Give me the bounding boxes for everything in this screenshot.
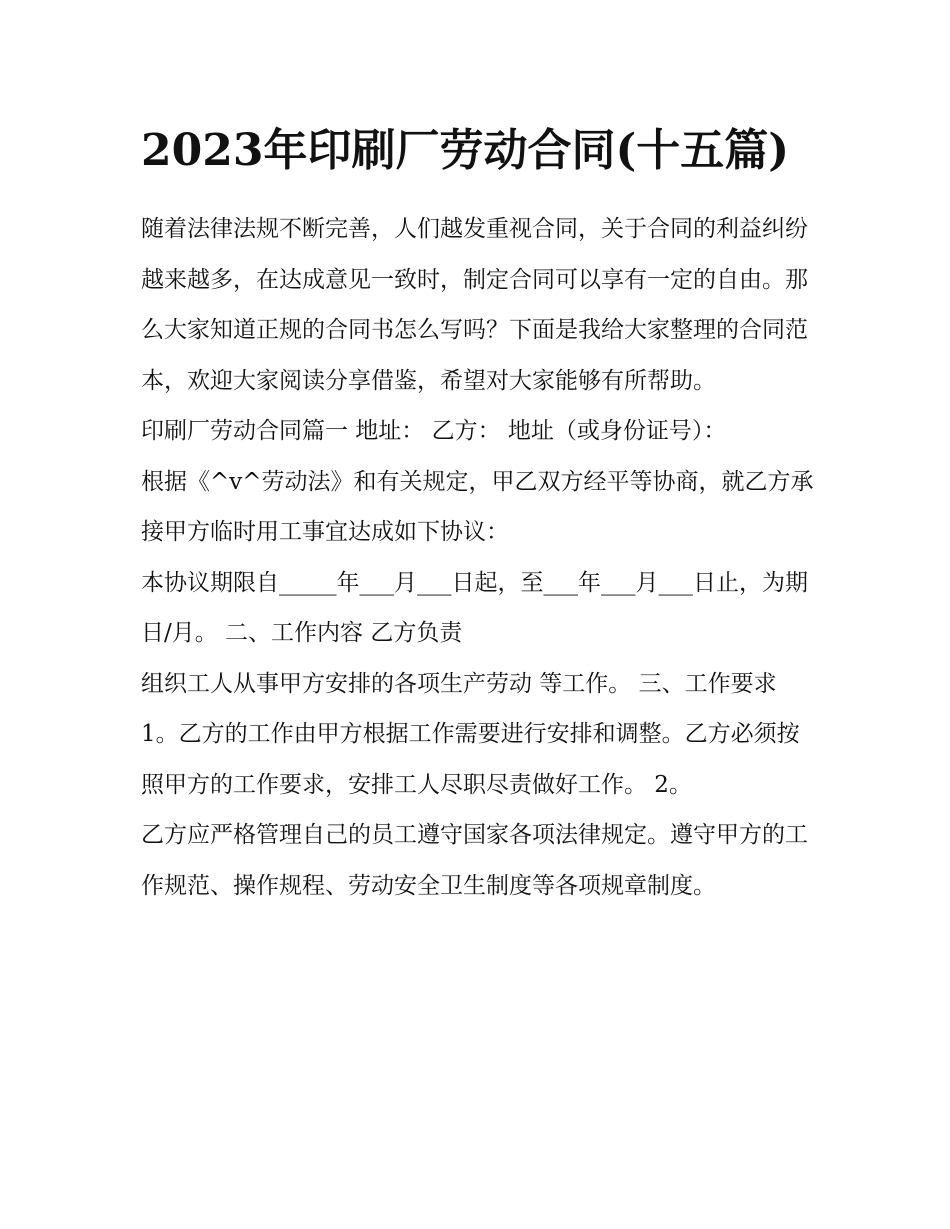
contract-header-line: 印刷厂劳动合同篇一 地址： 乙方： 地址（或身份证号）： xyxy=(141,418,727,444)
term-paragraph: 本协议期限自_____年___月___日起，至___年___月___日止，为期 日/月。 二、工作内容 乙方负责 xyxy=(141,569,816,646)
document-title: 2023年印刷厂劳动合同(十五篇) xyxy=(141,125,790,176)
intro-paragraph: 随着法律法规不断完善，人们越发重视合同，关于合同的利益纠纷越来越多，在达成意见一致时，制定合同可以享有一定的自由。那么大家知道正规的合同书怎么写吗？下面是我给大家整理的合同范本，欢迎大家阅读分享借鉴，希望对大家能够有所帮助。 xyxy=(141,216,808,394)
document-body xyxy=(141,204,821,911)
requirement-2-paragraph: 乙方应严格管理自己的员工遵守国家各项法律规定。遵守甲方的工作规范、操作规程、劳动安全卫生制度等各项规章制度。 xyxy=(141,822,808,899)
document-page xyxy=(141,112,821,911)
agreement-basis-paragraph: 根据《^v^劳动法》和有关规定，甲乙双方经平等协商，就乙方承接甲方临时用工事宜达成如下协议： xyxy=(141,468,814,545)
requirement-1-paragraph: 1。乙方的工作由甲方根据工作需要进行安排和调整。乙方必须按照甲方的工作要求，安排工人尽职尽责做好工作。 2。 xyxy=(141,721,800,798)
work-content-paragraph: 组织工人从事甲方安排的各项生产劳动 等工作。 三、工作要求 xyxy=(141,670,777,697)
